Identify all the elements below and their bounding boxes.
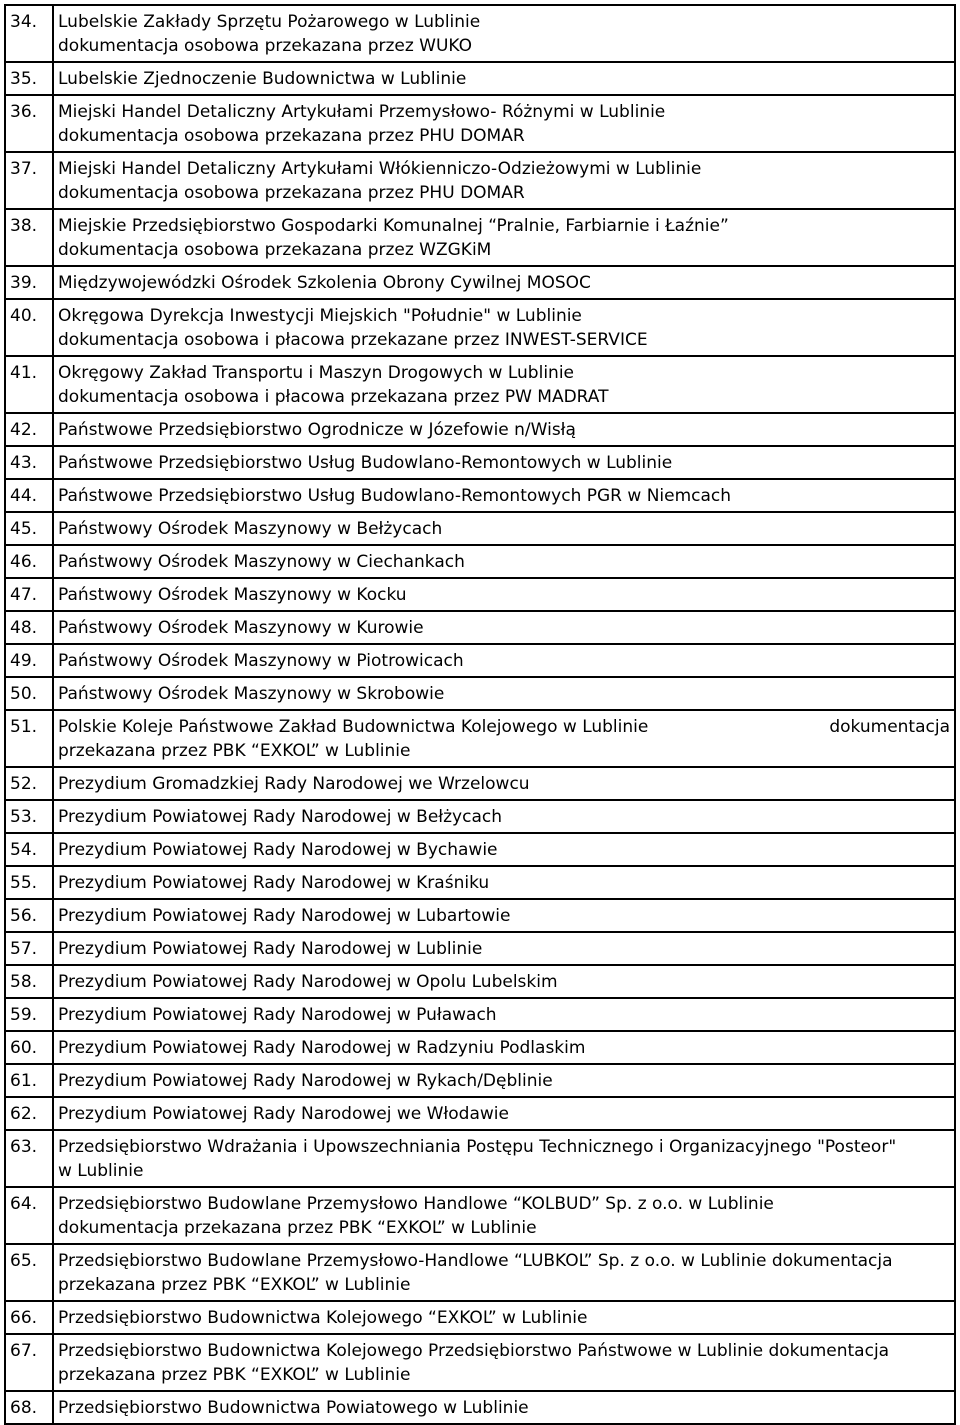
row-number	[5, 266, 53, 299]
row-number-text: 49.	[10, 651, 38, 671]
row-number-text: 57.	[10, 939, 38, 959]
table-row	[5, 266, 955, 299]
row-entry-lines	[58, 1032, 950, 1063]
entry-line-text: Państwowe Przedsiębiorstwo Usług Budowlano-Remontowych w Lublinie	[58, 453, 673, 473]
row-number-text: 47.	[10, 585, 38, 605]
row-entry	[53, 1391, 955, 1424]
row-number	[5, 1334, 53, 1391]
row-number-text: 41.	[10, 363, 38, 383]
table-row	[5, 1097, 955, 1130]
row-entry	[53, 1244, 955, 1301]
table-row	[5, 1301, 955, 1334]
row-entry	[53, 545, 955, 578]
row-entry	[53, 965, 955, 998]
entry-line-text: dokumentacja przekazana przez PBK “EXKOL” w Lublinie	[58, 1218, 537, 1238]
entry-line-text: Prezydium Powiatowej Rady Narodowej w Radzyniu Podlaskim	[58, 1038, 586, 1058]
entry-line-right-text: dokumentacja	[829, 717, 950, 737]
row-number	[5, 1130, 53, 1187]
row-entry	[53, 767, 955, 800]
row-number-text: 51.	[10, 717, 38, 737]
entry-line-text: przekazana przez PBK “EXKOL” w Lublinie	[58, 1365, 411, 1385]
row-entry-lines	[58, 612, 950, 643]
entry-line-text: w Lublinie	[58, 1161, 144, 1181]
entry-line-text: Międzywojewódzki Ośrodek Szkolenia Obrony Cywilnej MOSOC	[58, 273, 591, 293]
row-number	[5, 299, 53, 356]
table-row	[5, 1130, 955, 1187]
row-entry	[53, 95, 955, 152]
table-row	[5, 512, 955, 545]
row-number	[5, 644, 53, 677]
table-row	[5, 578, 955, 611]
table-row	[5, 1391, 955, 1424]
row-entry-lines	[58, 645, 950, 676]
row-number	[5, 545, 53, 578]
table-row	[5, 95, 955, 152]
row-number-text: 62.	[10, 1104, 38, 1124]
row-number	[5, 209, 53, 266]
table-row	[5, 965, 955, 998]
row-number-text: 58.	[10, 972, 38, 992]
entry-line-text: Państwowy Ośrodek Maszynowy w Bełżycach	[58, 519, 443, 539]
table-row	[5, 479, 955, 512]
row-entry	[53, 512, 955, 545]
row-number-text: 36.	[10, 102, 38, 122]
row-entry	[53, 833, 955, 866]
row-number	[5, 1097, 53, 1130]
table-row	[5, 644, 955, 677]
row-entry-lines	[58, 546, 950, 577]
row-entry	[53, 899, 955, 932]
row-entry	[53, 356, 955, 413]
row-number	[5, 5, 53, 62]
row-number	[5, 479, 53, 512]
table-row	[5, 833, 955, 866]
row-number	[5, 866, 53, 899]
row-entry-lines	[58, 801, 950, 832]
row-entry-lines	[58, 966, 950, 997]
entry-line-text: przekazana przez PBK “EXKOL” w Lublinie	[58, 741, 411, 761]
row-entry	[53, 998, 955, 1031]
entry-line-text: Państwowy Ośrodek Maszynowy w Kurowie	[58, 618, 424, 638]
table-row	[5, 62, 955, 95]
entry-line-text: dokumentacja osobowa i płacowa przekazane przez INWEST-SERVICE	[58, 330, 648, 350]
entry-line-text: przekazana przez PBK “EXKOL” w Lublinie	[58, 1275, 411, 1295]
row-number	[5, 833, 53, 866]
entry-line-text: Lubelskie Zjednoczenie Budownictwa w Lublinie	[58, 69, 467, 89]
table-row	[5, 1187, 955, 1244]
entry-line-text: Państwowy Ośrodek Maszynowy w Kocku	[58, 585, 407, 605]
entry-line-text: Prezydium Powiatowej Rady Narodowej w Lublinie	[58, 939, 483, 959]
row-number	[5, 611, 53, 644]
row-number	[5, 1244, 53, 1301]
row-entry-lines	[58, 357, 950, 412]
row-number	[5, 95, 53, 152]
row-number-text: 46.	[10, 552, 38, 572]
row-number-text: 64.	[10, 1194, 38, 1214]
row-entry	[53, 1097, 955, 1130]
row-number-text: 52.	[10, 774, 38, 794]
row-entry	[53, 710, 955, 767]
table-row	[5, 356, 955, 413]
row-number-text: 38.	[10, 216, 38, 236]
row-entry-lines	[58, 678, 950, 709]
table-row	[5, 1064, 955, 1097]
row-entry	[53, 644, 955, 677]
entry-line-text: dokumentacja osobowa przekazana przez PHU DOMAR	[58, 183, 525, 203]
row-entry-lines	[58, 63, 950, 94]
row-entry-lines	[58, 1131, 950, 1186]
entry-line-text: Państwowy Ośrodek Maszynowy w Piotrowicach	[58, 651, 464, 671]
row-number	[5, 1064, 53, 1097]
entry-line-text: Prezydium Powiatowej Rady Narodowej w Rykach/Dęblinie	[58, 1071, 553, 1091]
entry-line-text: Państwowe Przedsiębiorstwo Usług Budowlano-Remontowych PGR w Niemcach	[58, 486, 732, 506]
row-number	[5, 356, 53, 413]
document-page	[4, 4, 956, 1425]
row-number-text: 66.	[10, 1308, 38, 1328]
row-entry	[53, 1031, 955, 1064]
row-number	[5, 1301, 53, 1334]
row-entry	[53, 413, 955, 446]
entry-line-text: dokumentacja osobowa przekazana przez PHU DOMAR	[58, 126, 525, 146]
row-number-text: 55.	[10, 873, 38, 893]
entry-line-text: Państwowe Przedsiębiorstwo Ogrodnicze w Józefowie n/Wisłą	[58, 420, 576, 440]
row-number-text: 59.	[10, 1005, 38, 1025]
entry-line-text: Przedsiębiorstwo Budowlane Przemysłowo Handlowe “KOLBUD” Sp. z o.o. w Lublinie	[58, 1194, 774, 1214]
row-entry	[53, 932, 955, 965]
entry-line-text: Miejskie Przedsiębiorstwo Gospodarki Komunalnej “Pralnie, Farbiarnie i Łaźnie”	[58, 216, 729, 236]
row-number	[5, 932, 53, 965]
entry-line-text: Okręgowy Zakład Transportu i Maszyn Drogowych w Lublinie	[58, 363, 575, 383]
row-number-text: 50.	[10, 684, 38, 704]
row-number	[5, 62, 53, 95]
entry-line-text: Przedsiębiorstwo Budownictwa Kolejowego Przedsiębiorstwo Państwowe w Lublinie dokumentacja	[58, 1341, 890, 1361]
row-number	[5, 767, 53, 800]
row-entry-lines	[58, 96, 950, 151]
table-row	[5, 767, 955, 800]
entry-line-text: Przedsiębiorstwo Budowlane Przemysłowo-Handlowe “LUBKOL” Sp. z o.o. w Lublinie dokumentacja	[58, 1251, 893, 1271]
row-number	[5, 1187, 53, 1244]
row-entry	[53, 1187, 955, 1244]
table-row	[5, 710, 955, 767]
row-entry	[53, 578, 955, 611]
row-entry	[53, 62, 955, 95]
entry-line-text: Lubelskie Zakłady Sprzętu Pożarowego w Lublinie	[58, 12, 481, 32]
row-entry	[53, 800, 955, 833]
row-number-text: 40.	[10, 306, 38, 326]
entry-line-text: Prezydium Powiatowej Rady Narodowej w Bełżycach	[58, 807, 502, 827]
table-row	[5, 800, 955, 833]
table-row	[5, 413, 955, 446]
row-entry	[53, 1334, 955, 1391]
table-row	[5, 446, 955, 479]
table-row	[5, 1334, 955, 1391]
row-number-text: 54.	[10, 840, 38, 860]
row-number-text: 43.	[10, 453, 38, 473]
table-row	[5, 611, 955, 644]
entry-line-text: Miejski Handel Detaliczny Artykułami Przemysłowo- Różnymi w Lublinie	[58, 102, 666, 122]
row-entry	[53, 5, 955, 62]
row-entry	[53, 1130, 955, 1187]
entry-line-text: Przedsiębiorstwo Budownictwa Kolejowego “EXKOL” w Lublinie	[58, 1308, 588, 1328]
row-number	[5, 1391, 53, 1424]
row-number	[5, 710, 53, 767]
row-entry-lines	[58, 834, 950, 865]
row-number-text: 60.	[10, 1038, 38, 1058]
entry-line-text: Prezydium Powiatowej Rady Narodowej w Kraśniku	[58, 873, 490, 893]
row-entry-lines	[58, 1098, 950, 1129]
table-row	[5, 1244, 955, 1301]
row-number	[5, 677, 53, 710]
entry-line-text: Prezydium Powiatowej Rady Narodowej w Opolu Lubelskim	[58, 972, 558, 992]
entry-line-text: Przedsiębiorstwo Wdrażania i Upowszechniania Postępu Technicznego i Organizacyjnego "Posteor"	[58, 1137, 897, 1157]
entry-line-text: Przedsiębiorstwo Budownictwa Powiatowego w Lublinie	[58, 1398, 529, 1418]
row-number-text: 53.	[10, 807, 38, 827]
row-number	[5, 512, 53, 545]
row-number-text: 44.	[10, 486, 38, 506]
row-number-text: 48.	[10, 618, 38, 638]
row-number	[5, 965, 53, 998]
entry-line-text: dokumentacja osobowa i płacowa przekazana przez PW MADRAT	[58, 387, 609, 407]
archive-list-table	[4, 4, 956, 1425]
row-entry-lines	[58, 768, 950, 799]
table-row	[5, 866, 955, 899]
row-number-text: 45.	[10, 519, 38, 539]
table-row	[5, 299, 955, 356]
row-number-text: 37.	[10, 159, 38, 179]
row-entry-lines	[58, 579, 950, 610]
row-entry-lines	[58, 999, 950, 1030]
table-row	[5, 5, 955, 62]
row-entry	[53, 299, 955, 356]
table-row	[5, 998, 955, 1031]
row-entry	[53, 1064, 955, 1097]
row-entry-lines	[58, 414, 950, 445]
row-number-text: 34.	[10, 12, 38, 32]
row-number-text: 67.	[10, 1341, 38, 1361]
row-number	[5, 152, 53, 209]
row-entry-lines	[58, 267, 950, 298]
row-number	[5, 413, 53, 446]
row-entry	[53, 677, 955, 710]
row-number-text: 63.	[10, 1137, 38, 1157]
row-entry-lines	[58, 153, 950, 208]
entry-line-text: Prezydium Powiatowej Rady Narodowej w Lubartowie	[58, 906, 511, 926]
row-number-text: 56.	[10, 906, 38, 926]
row-number-text: 42.	[10, 420, 38, 440]
table-row	[5, 545, 955, 578]
entry-line	[58, 715, 950, 739]
entry-line-text: Prezydium Gromadzkiej Rady Narodowej we Wrzelowcu	[58, 774, 530, 794]
row-entry-lines	[58, 867, 950, 898]
entry-line-text: dokumentacja osobowa przekazana przez WUKO	[58, 36, 473, 56]
row-entry	[53, 866, 955, 899]
entry-line-text: Prezydium Powiatowej Rady Narodowej w Puławach	[58, 1005, 497, 1025]
entry-line-text: Państwowy Ośrodek Maszynowy w Skrobowie	[58, 684, 445, 704]
row-entry-lines	[58, 711, 950, 766]
table-row	[5, 677, 955, 710]
entry-line-text: Miejski Handel Detaliczny Artykułami Włókienniczo-Odzieżowymi w Lublinie	[58, 159, 702, 179]
table-body	[5, 5, 955, 1424]
row-entry	[53, 152, 955, 209]
table-row	[5, 152, 955, 209]
entry-line-text: Polskie Koleje Państwowe Zakład Budownictwa Kolejowego w Lublinie	[58, 717, 649, 737]
row-number	[5, 578, 53, 611]
entry-line-text: dokumentacja osobowa przekazana przez WZGKiM	[58, 240, 492, 260]
row-entry-lines	[58, 6, 950, 61]
row-entry	[53, 266, 955, 299]
row-entry	[53, 209, 955, 266]
row-entry-lines	[58, 933, 950, 964]
row-entry	[53, 1301, 955, 1334]
table-row	[5, 899, 955, 932]
row-entry-lines	[58, 1302, 950, 1333]
row-number-text: 65.	[10, 1251, 38, 1271]
row-entry-lines	[58, 900, 950, 931]
row-number	[5, 1031, 53, 1064]
table-row	[5, 932, 955, 965]
row-entry-lines	[58, 300, 950, 355]
row-entry-lines	[58, 1188, 950, 1243]
row-entry-lines	[58, 1392, 950, 1423]
row-number	[5, 446, 53, 479]
row-entry-lines	[58, 513, 950, 544]
row-entry	[53, 611, 955, 644]
entry-line-text: Prezydium Powiatowej Rady Narodowej w Bychawie	[58, 840, 498, 860]
row-number-text: 39.	[10, 273, 38, 293]
row-entry-lines	[58, 1065, 950, 1096]
row-number-text: 61.	[10, 1071, 38, 1091]
row-number	[5, 899, 53, 932]
row-entry-lines	[58, 447, 950, 478]
row-entry	[53, 479, 955, 512]
row-number-text: 68.	[10, 1398, 38, 1418]
row-entry-lines	[58, 480, 950, 511]
row-entry	[53, 446, 955, 479]
row-entry-lines	[58, 1245, 950, 1300]
table-row	[5, 1031, 955, 1064]
entry-line-text: Okręgowa Dyrekcja Inwestycji Miejskich "Południe" w Lublinie	[58, 306, 582, 326]
row-entry-lines	[58, 210, 950, 265]
table-row	[5, 209, 955, 266]
row-number	[5, 998, 53, 1031]
row-number-text: 35.	[10, 69, 38, 89]
entry-line-text: Państwowy Ośrodek Maszynowy w Ciechankach	[58, 552, 465, 572]
row-number	[5, 800, 53, 833]
row-entry-lines	[58, 1335, 950, 1390]
entry-line-text: Prezydium Powiatowej Rady Narodowej we Włodawie	[58, 1104, 509, 1124]
